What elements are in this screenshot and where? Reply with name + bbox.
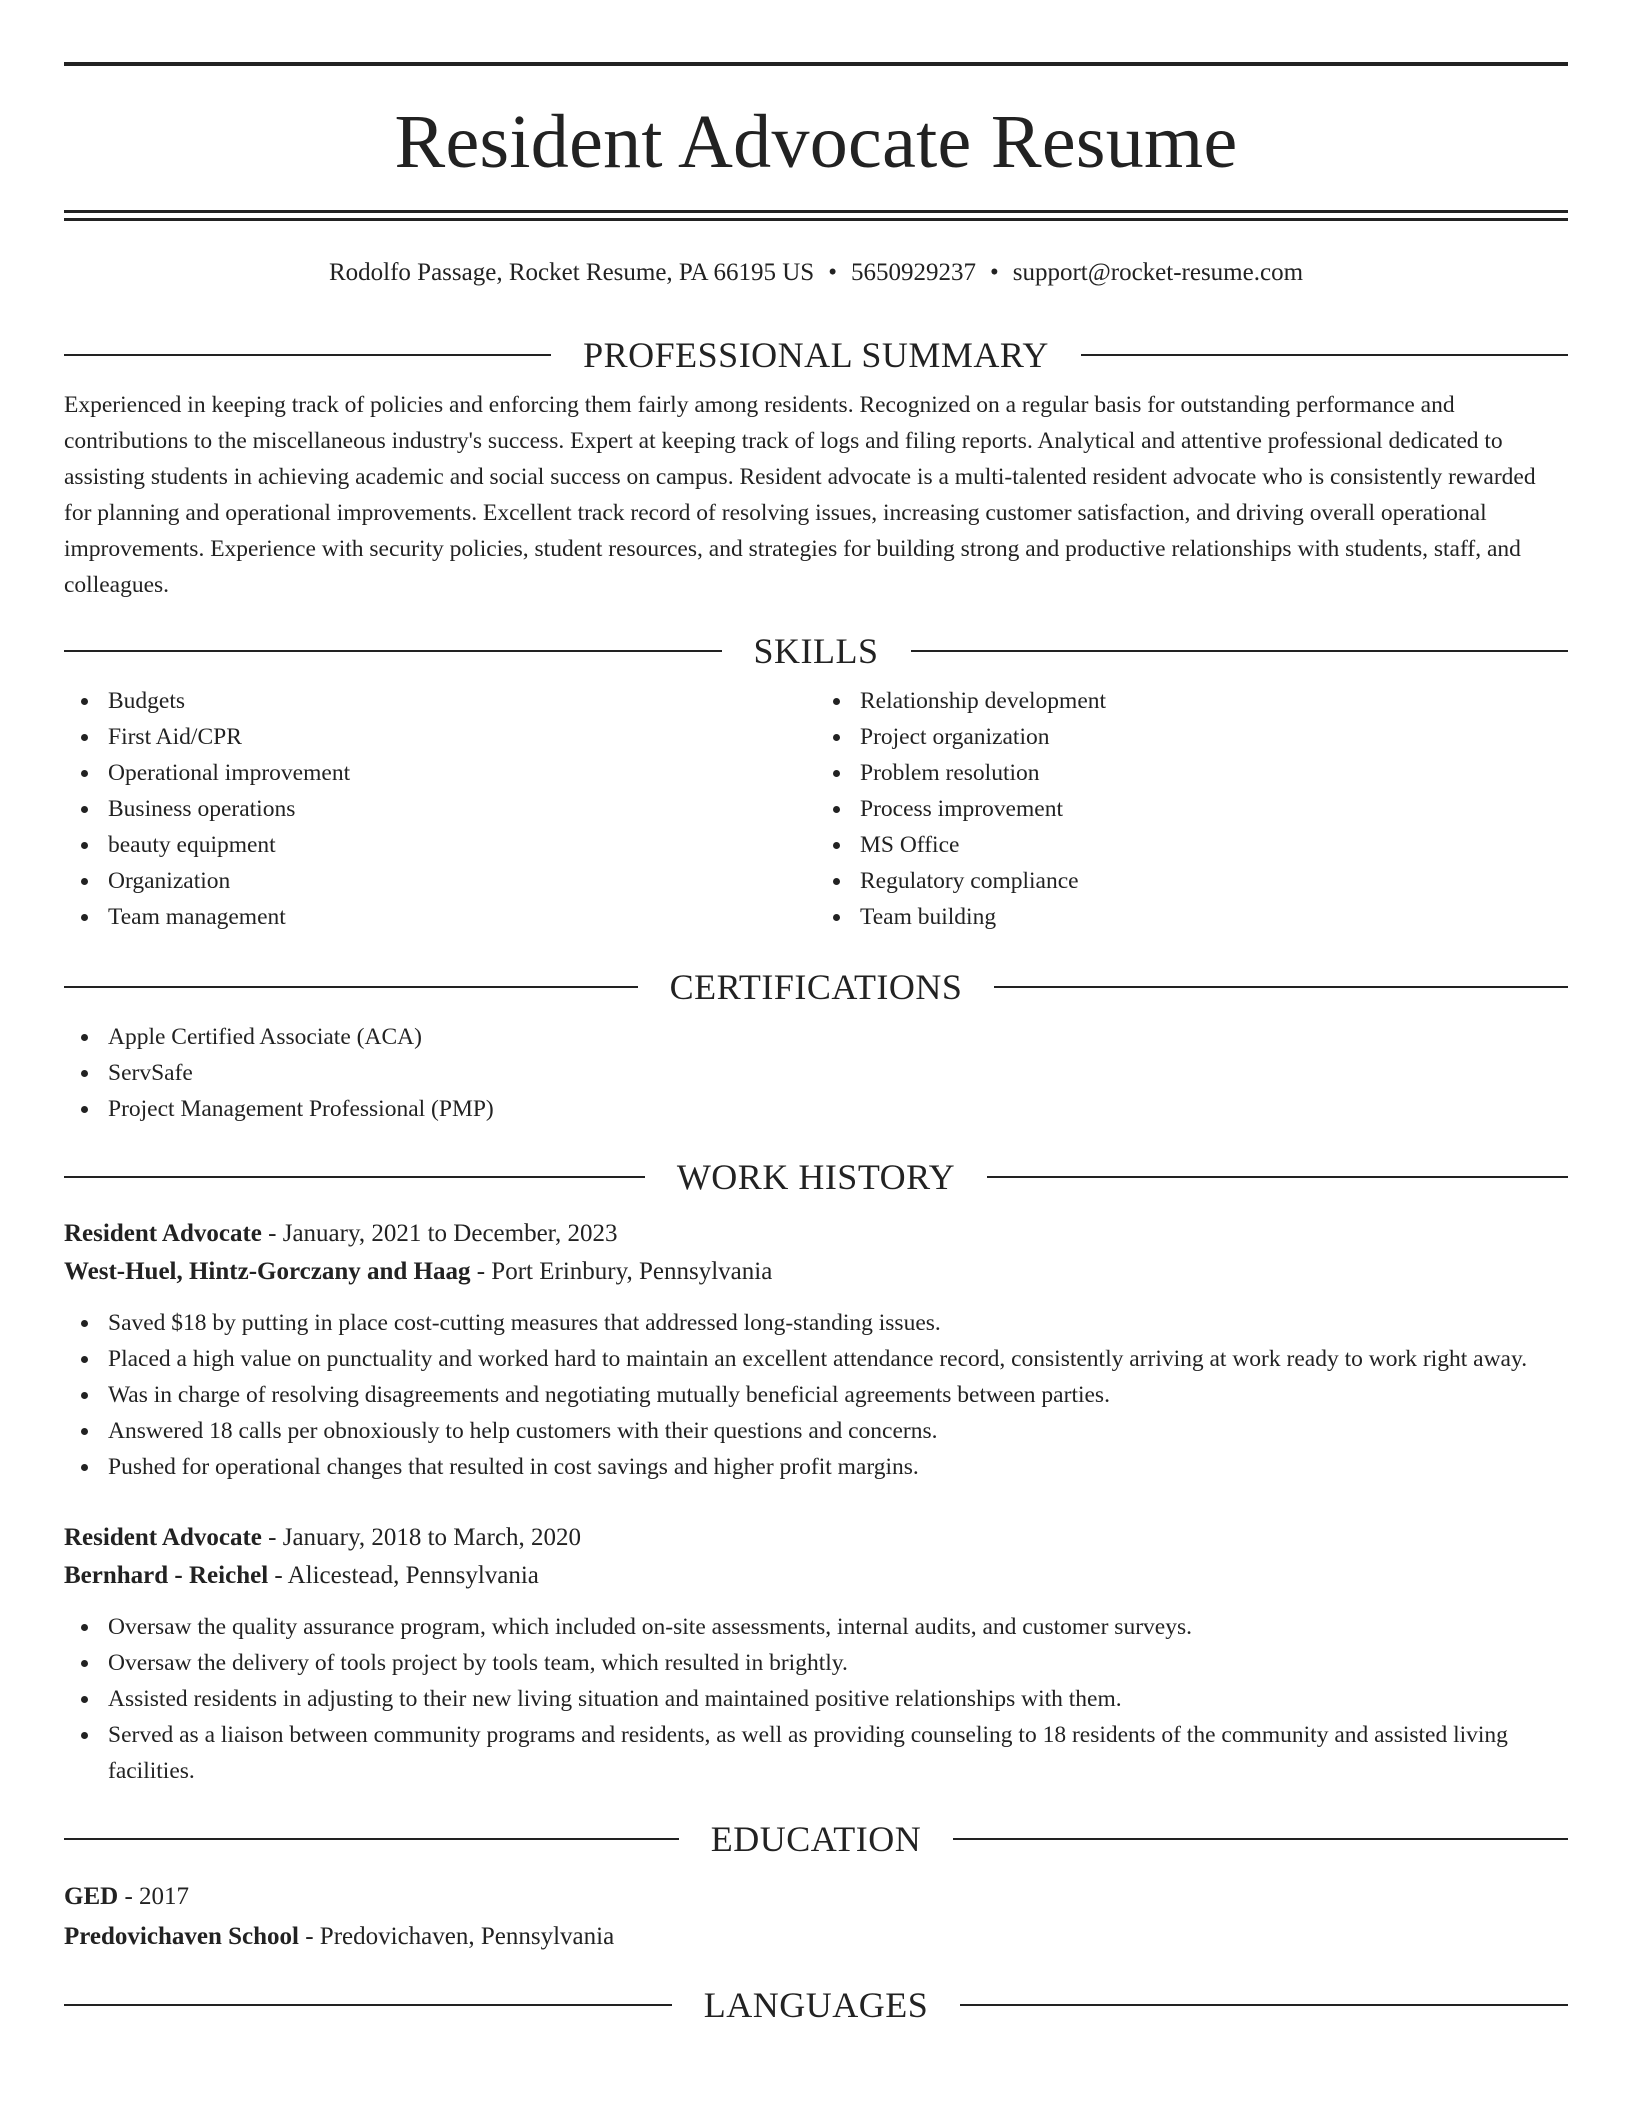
- section-rule: [64, 2004, 672, 2006]
- section-rule: [960, 2004, 1568, 2006]
- skills-grid: [64, 683, 1568, 935]
- list-item: Team building: [816, 899, 1568, 935]
- education-degree: GED: [64, 1883, 119, 1910]
- resume-title: Resident Advocate Resume: [394, 100, 1238, 184]
- list-item: Budgets: [64, 683, 816, 719]
- list-item: Assisted residents in adjusting to their new living situation and maintained positive relationships with them.: [64, 1681, 1568, 1717]
- section-header-skills: [64, 631, 1568, 671]
- resume-page: [64, 0, 1568, 2025]
- section-rule: [64, 1838, 679, 1840]
- section-rule: [1081, 354, 1568, 356]
- section-rule: [64, 650, 722, 652]
- summary-text: Experienced in keeping track of policies and enforcing them fairly among residents. Recognized on a regular basis for outstanding performance and contributions to the miscellaneous industry's success. Expert at keeping track of logs and filing reports. Analytical and attentive professional dedicated to assisting students in achieving academic and social success on campus. Resident advocate is a multi-talented resident advocate who is consistently rewarded for planning and operational improvements. Excellent track record of resolving issues, increasing customer satisfaction, and driving overall operational improvements. Experience with security policies, student resources, and strategies for building strong and productive relationships with students, staff, and colleagues.: [64, 392, 1536, 598]
- education-school: Predovichaven School: [64, 1923, 299, 1950]
- contact-address: Rodolfo Passage, Rocket Resume, PA 66195 US: [328, 259, 815, 286]
- section-header-education: [64, 1819, 1568, 1859]
- job-title: Resident Advocate: [64, 1524, 262, 1551]
- section-rule: [987, 1176, 1568, 1178]
- list-item: Team management: [64, 899, 816, 935]
- list-item: Answered 18 calls per obnoxiously to help customers with their questions and concerns.: [64, 1413, 1568, 1449]
- job-location: - Port Erinbury, Pennsylvania: [470, 1258, 773, 1285]
- section-title: PROFESSIONAL SUMMARY: [583, 335, 1049, 375]
- list-item: Project Management Professional (PMP): [64, 1091, 1568, 1127]
- top-rule: [64, 62, 1568, 66]
- list-item: Apple Certified Associate (ACA): [64, 1019, 1568, 1055]
- section-title: CERTIFICATIONS: [669, 967, 963, 1007]
- job-entry: [64, 1519, 1568, 1789]
- section-title: LANGUAGES: [703, 1985, 929, 2025]
- job-bullets: [64, 1305, 1568, 1485]
- list-item: Pushed for operational changes that resulted in cost savings and higher profit margins.: [64, 1449, 1568, 1485]
- job-dates: - January, 2021 to December, 2023: [261, 1220, 618, 1247]
- section-header-summary: [64, 335, 1568, 375]
- job-bullets: [64, 1609, 1568, 1789]
- job-title-line: [64, 1215, 1568, 1253]
- job-company: West-Huel, Hintz-Gorczany and Haag: [64, 1258, 471, 1285]
- skills-list-left: [64, 683, 816, 935]
- section-header-languages: [64, 1985, 1568, 2025]
- list-item: Placed a high value on punctuality and worked hard to maintain an excellent attendance record, consistently arriving at work ready to work right away.: [64, 1341, 1568, 1377]
- job-entry: [64, 1215, 1568, 1485]
- list-item: First Aid/CPR: [64, 719, 816, 755]
- section-rule: [64, 354, 551, 356]
- list-item: Business operations: [64, 791, 816, 827]
- job-title-line: [64, 1519, 1568, 1557]
- section-rule: [64, 1176, 645, 1178]
- list-item: Organization: [64, 863, 816, 899]
- list-item: MS Office: [816, 827, 1568, 863]
- certifications-list: [64, 1019, 1568, 1127]
- section-rule: [953, 1838, 1568, 1840]
- list-item: ServSafe: [64, 1055, 1568, 1091]
- list-item: Oversaw the quality assurance program, which included on-site assessments, internal audits, and customer surveys.: [64, 1609, 1568, 1645]
- list-item: Was in charge of resolving disagreements and negotiating mutually beneficial agreements between parties.: [64, 1377, 1568, 1413]
- section-header-work-history: [64, 1157, 1568, 1197]
- list-item: Operational improvement: [64, 755, 816, 791]
- list-item: Relationship development: [816, 683, 1568, 719]
- section-title: SKILLS: [753, 631, 879, 671]
- section-rule: [911, 650, 1569, 652]
- education-entry: [64, 1877, 1568, 1957]
- list-item: Project organization: [816, 719, 1568, 755]
- list-item: Saved $18 by putting in place cost-cutting measures that addressed long-standing issues.: [64, 1305, 1568, 1341]
- section-title: EDUCATION: [710, 1819, 922, 1859]
- job-company-line: [64, 1557, 1568, 1595]
- section-rule: [994, 986, 1568, 988]
- list-item: Oversaw the delivery of tools project by tools team, which resulted in brightly.: [64, 1645, 1568, 1681]
- title-rule-lower: [64, 218, 1568, 221]
- contact-email: support@rocket-resume.com: [1012, 259, 1304, 286]
- title-rule-upper: [64, 210, 1568, 213]
- list-item: Process improvement: [816, 791, 1568, 827]
- education-year: - 2017: [118, 1883, 190, 1910]
- contact-phone: 5650929237: [850, 259, 976, 286]
- section-header-certifications: [64, 967, 1568, 1007]
- education-school-line: [64, 1917, 1568, 1957]
- education-location: - Predovichaven, Pennsylvania: [298, 1923, 615, 1950]
- education-degree-line: [64, 1877, 1568, 1917]
- contact-line: [64, 257, 1568, 289]
- list-item: Served as a liaison between community programs and residents, as well as providing counseling to 18 residents of the community and assisted living facilities.: [64, 1717, 1568, 1789]
- section-title: WORK HISTORY: [676, 1157, 956, 1197]
- contact-separator: •: [989, 259, 999, 286]
- job-dates: - January, 2018 to March, 2020: [261, 1524, 582, 1551]
- job-title: Resident Advocate: [64, 1220, 262, 1247]
- job-company-line: [64, 1253, 1568, 1291]
- job-location: - Alicestead, Pennsylvania: [268, 1562, 539, 1589]
- list-item: Problem resolution: [816, 755, 1568, 791]
- list-item: Regulatory compliance: [816, 863, 1568, 899]
- skills-list-right: [816, 683, 1568, 935]
- job-company: Bernhard - Reichel: [64, 1562, 269, 1589]
- list-item: beauty equipment: [64, 827, 816, 863]
- section-rule: [64, 986, 638, 988]
- contact-separator: •: [828, 259, 837, 286]
